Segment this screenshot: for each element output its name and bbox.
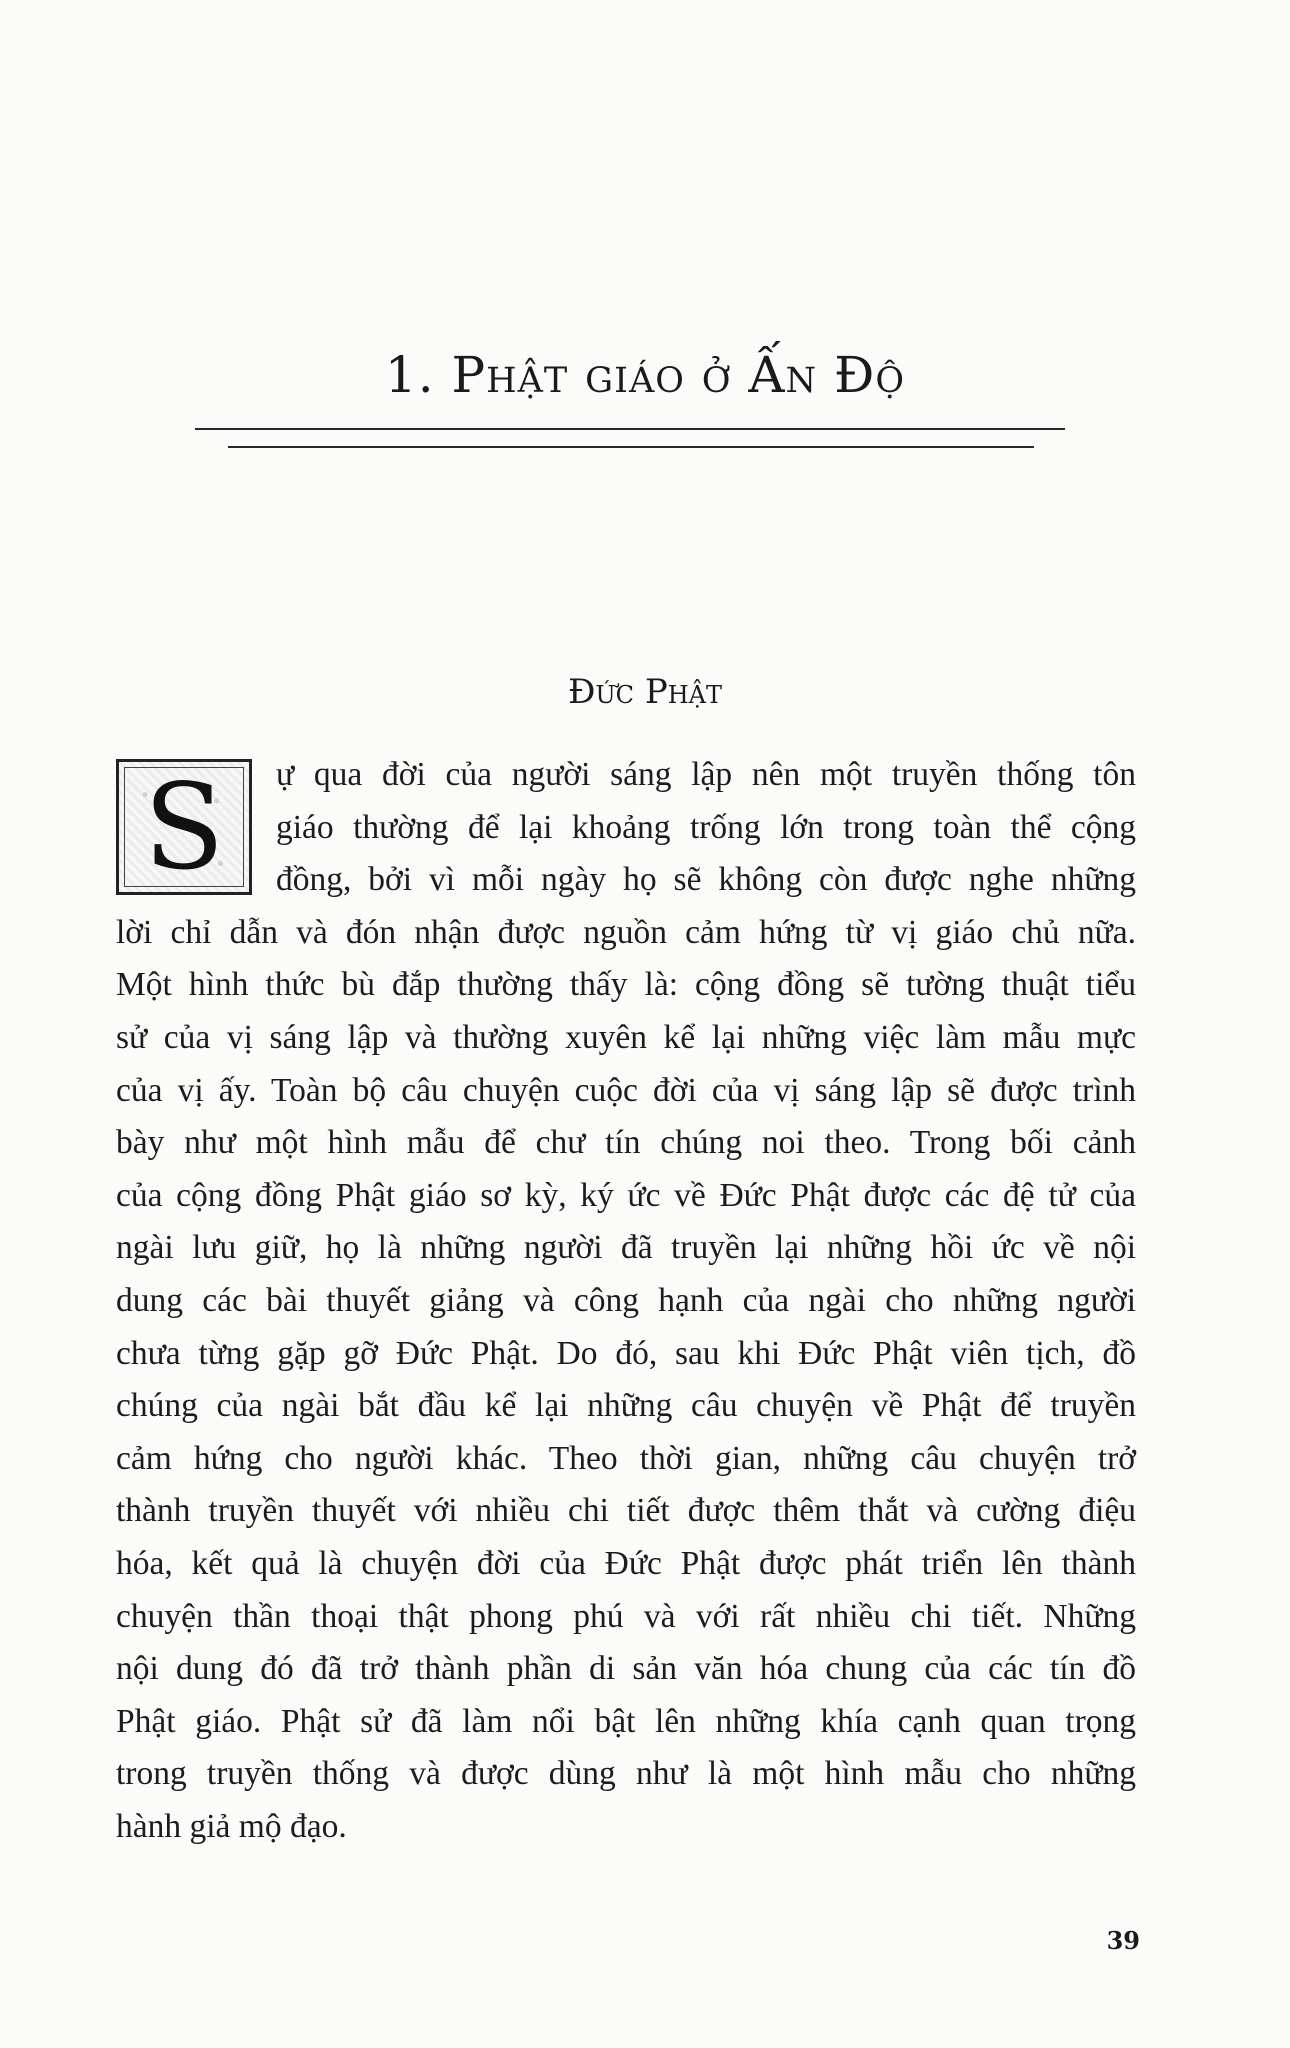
drop-cap-ornament bbox=[116, 759, 252, 895]
chapter-title: 1. Phật giáo ở Ấn Độ bbox=[384, 346, 906, 404]
text-line: trong truyền thống và được dùng như là một hình mẫu cho những bbox=[116, 1755, 1136, 1793]
drop-cap-letter: S bbox=[143, 758, 225, 896]
text-line: đồng, bởi vì mỗi ngày họ sẽ không còn được nghe những bbox=[276, 861, 1136, 899]
text-line: Phật giáo. Phật sử đã làm nổi bật lên những khía cạnh quan trọng bbox=[116, 1702, 1136, 1740]
text-line: sử của vị sáng lập và thường xuyên kể lại những việc làm mẫu mực bbox=[116, 1018, 1136, 1056]
text-line: của cộng đồng Phật giáo sơ kỳ, ký ức về Đức Phật được các đệ tử của bbox=[116, 1176, 1136, 1214]
body-paragraph bbox=[116, 749, 1136, 1899]
text-line: lời chỉ dẫn và đón nhận được nguồn cảm hứng từ vị giáo chủ nữa. bbox=[116, 913, 1136, 951]
text-line: chúng của ngài bắt đầu kể lại những câu chuyện về Phật để truyền bbox=[116, 1387, 1136, 1425]
text-line: chuyện thần thoại thật phong phú và với rất nhiều chi tiết. Những bbox=[116, 1597, 1136, 1635]
text-line: nội dung đó đã trở thành phần di sản văn hóa chung của các tín đồ bbox=[116, 1650, 1136, 1688]
title-rule-top bbox=[195, 428, 1065, 430]
title-rule-bottom bbox=[228, 446, 1034, 448]
text-line: Một hình thức bù đắp thường thấy là: cộng đồng sẽ tường thuật tiểu bbox=[116, 966, 1136, 1004]
text-line: hóa, kết quả là chuyện đời của Đức Phật được phát triển lên thành bbox=[116, 1544, 1136, 1582]
text-line: chưa từng gặp gỡ Đức Phật. Do đó, sau khi Đức Phật viên tịch, đồ bbox=[116, 1334, 1136, 1372]
text-line: ngài lưu giữ, họ là những người đã truyền lại những hồi ức về nội bbox=[116, 1229, 1136, 1267]
text-line: của vị ấy. Toàn bộ câu chuyện cuộc đời của vị sáng lập sẽ được trình bbox=[116, 1071, 1136, 1109]
text-line: cảm hứng cho người khác. Theo thời gian, những câu chuyện trở bbox=[116, 1439, 1136, 1477]
text-line: hành giả mộ đạo. bbox=[116, 1807, 347, 1845]
text-line: bày như một hình mẫu để chư tín chúng noi theo. Trong bối cảnh bbox=[116, 1124, 1136, 1162]
text-line: ự qua đời của người sáng lập nên một truyền thống tôn bbox=[276, 756, 1136, 793]
text-line: thành truyền thuyết với nhiều chi tiết được thêm thắt và cường điệu bbox=[116, 1492, 1136, 1530]
text-line: giáo thường để lại khoảng trống lớn trong toàn thể cộng bbox=[276, 808, 1136, 846]
page-number: 39 bbox=[1106, 1926, 1140, 1955]
section-title: Đức Phật bbox=[568, 672, 722, 712]
text-line: dung các bài thuyết giảng và công hạnh của ngài cho những người bbox=[116, 1281, 1136, 1319]
